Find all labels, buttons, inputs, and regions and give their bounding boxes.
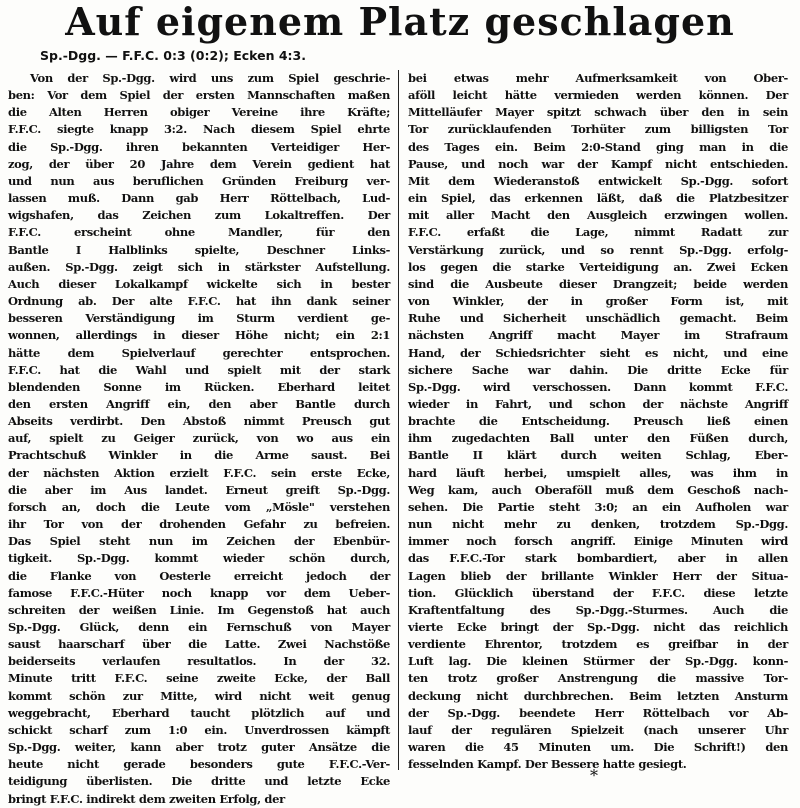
article-line: besseren Verständigung im Sturm verdient ge- (8, 311, 391, 326)
article-line: teidigung überlisten. Die dritte und letzte Ecke (8, 774, 390, 789)
article-line: Luft lag. Die kleinen Stürmer der Sp.-Dgg. konn- (408, 654, 789, 669)
article-line: sehen. Die Partie steht 3:0; an ein Aufholen war (408, 499, 789, 514)
article-line: bei etwas mehr Aufmerksamkeit von Ober- (408, 71, 788, 85)
article-line: heute nicht gerade besonders gute F.F.C.-Ver- (8, 757, 390, 772)
article-line: Von der Sp.-Dgg. wird uns zum Spiel geschrie- (30, 71, 391, 85)
article-line: blendenden Sonne im Rücken. Eberhard leitet (8, 379, 391, 394)
article-line: tion. Glücklich überstand der F.F.C. diese letzte (408, 585, 788, 600)
end-mark: * (590, 766, 598, 785)
article-line: Verstärkung zurück, und so rennt Sp.-Dgg. erfolg- (408, 242, 789, 257)
column-divider (398, 70, 399, 770)
headline: Auf eigenem Platz geschlagen (65, 0, 735, 44)
article-line: von Winkler, der in großer Form ist, mit (408, 294, 788, 309)
article-line: des Tages ein. Beim 2:0-Stand ging man in die (408, 139, 788, 154)
article-line: nun nicht mehr zu denken, trotzdem Sp.-Dgg. (408, 517, 788, 532)
article-line: Ruhe und Sicherheit unschädlich gemacht. Beim (408, 311, 788, 326)
article-line: sind die Ausbeute dieser Drangzeit; beide werden (408, 276, 788, 291)
article-line: nächsten Angriff macht Mayer im Strafraum (408, 328, 788, 343)
article-line: die Alten Herren obiger Vereine ihre Kräfte; (8, 105, 390, 120)
article-line: Auch dieser Lokalkampf wickelte sich in bester (8, 276, 390, 291)
article-line: hätte dem Spielverlauf gerechter entsprochen. (8, 345, 390, 360)
article-line: Kraftentfaltung des Sp.-Dgg.-Sturmes. Auch die (408, 602, 788, 617)
article-line: Pause, und noch war der Kampf nicht entschieden. (408, 156, 789, 171)
article-line: hard läuft herbei, umspielt alles, was ihm in (408, 465, 788, 480)
article-line: und nun aus beruflichen Gründen Freiburg ver- (8, 173, 390, 188)
article-line: lassen muß. Dann gab Herr Röttelbach, Lud- (8, 191, 391, 206)
article-line: Mit dem Wiederanstoß entwickelt Sp.-Dgg. sofort (408, 173, 788, 188)
article-line: Prachtschuß Winkler in die Arme saust. Bei (8, 448, 390, 463)
article-line: auf, spielt zu Geiger zurück, von wo aus ein (8, 431, 390, 446)
article-line: Sp.-Dgg. Glück, denn ein Fernschuß von Mayer (8, 620, 390, 634)
article-line: außen. Sp.-Dgg. zeigt sich in stärkster Aufstellung. (8, 259, 391, 274)
article-line: Bantle I Halblinks spielte, Deschner Links- (8, 242, 390, 257)
article-line: verdiente Ehrentor, trotzdem es greifbar in der (408, 637, 788, 652)
article-line: lauf der regulären Spielzeit (nach unserer Uhr (408, 722, 789, 737)
article-line: kommt schön zur Mitte, wird nicht weit genug (8, 688, 391, 703)
article-column-right (408, 70, 788, 795)
article-line: Weg kam, auch Oberaföll muß dem Geschoß nach- (408, 482, 788, 497)
article-line: brachte die Entscheidung. Preusch ließ einen (408, 414, 788, 429)
article-line: saust haarscharf über die Latte. Zwei Nachstöße (8, 637, 390, 652)
article-line: die aber im Aus landet. Erneut greift Sp.-Dgg. (8, 482, 391, 497)
article-line: F.F.C. siegte knapp 3:2. Nach diesem Spiel ehrte (8, 122, 391, 137)
article-line: aföll leicht hätte vermieden werden können. Der (408, 88, 788, 103)
article-line: deckung nicht durchbrechen. Beim letzten Ansturm (408, 688, 788, 703)
article-line: vierte Ecke bringt der Sp.-Dgg. nicht das reichlich (408, 620, 788, 634)
article-line: F.F.C. hat die Wahl und spielt mit der stark (8, 362, 390, 377)
article-line: die Flanke von Oesterle erreicht jedoch der (8, 568, 390, 583)
article-line: ein Spiel, das erkennen läßt, daß die Platzbesitzer (408, 191, 789, 206)
article-line: famose F.F.C.-Hüter noch knapp vor dem Ueber- (8, 585, 390, 600)
article-line: immer noch forsch angriff. Einige Minuten wird (408, 534, 789, 549)
article-line: zog, der über 20 Jahre dem Verein gedient hat (8, 156, 391, 171)
article-line: beiderseits verlaufen resultatlos. In der 32. (8, 654, 391, 669)
article-line: bringt F.F.C. indirekt dem zweiten Erfolg, der (8, 791, 285, 806)
article-line: Minute tritt F.F.C. seine zweite Ecke, der Ball (8, 671, 390, 686)
article-line: F.F.C. erfaßt die Lage, nimmt Radatt zur (408, 225, 788, 240)
article-line: Sp.-Dgg. weiter, kann aber trotz guter Ansätze die (8, 740, 390, 755)
article-line: wieder in Fahrt, und schon der nächste Angriff (408, 396, 789, 411)
match-result-line: Sp.-Dgg. — F.F.C. 0:3 (0:2); Ecken 4:3. (40, 48, 306, 63)
article-line: weggebracht, Eberhard taucht plötzlich auf und (8, 705, 391, 720)
article-line: wigshafen, das Zeichen zum Lokaltreffen. Der (8, 208, 390, 223)
article-line: Das Spiel steht nun im Zeichen der Ebenbür- (8, 534, 390, 549)
article-line: wonnen, allerdings in dieser Höhe nicht; ein 2:1 (8, 328, 391, 343)
article-line: schreiten der weißen Linie. Im Gegenstoß hat auch (8, 602, 390, 617)
article-line: ben: Vor dem Spiel der ersten Mannschaften maßen (8, 88, 390, 103)
article-line: fesselnden Kampf. Der Bessere hatte gesiegt. (408, 757, 687, 772)
article-line: Tor zurücklaufenden Torhüter zum billigsten Tor (408, 122, 788, 137)
article-line: tigkeit. Sp.-Dgg. kommt wieder schön durch, (8, 551, 390, 566)
article-line: Hand, der Schiedsrichter sieht es nicht, und eine (408, 345, 788, 360)
article-column-left (8, 70, 391, 806)
article-line: Abseits verdirbt. Den Abstoß nimmt Preusch gut (8, 414, 391, 429)
article-line: sichere Sache war dahin. Die dritte Ecke für (408, 362, 788, 377)
article-line: schickt scharf zum 1:0 ein. Unverdrossen kämpft (8, 722, 390, 737)
article-line: den ersten Angriff ein, den aber Bantle durch (8, 396, 391, 411)
article-line: forsch an, doch die Leute vom „Mösle" verstehen (8, 499, 390, 514)
article-line: los gegen die starke Verteidigung an. Zwei Ecken (408, 259, 788, 274)
article-line: ihr Tor von der drohenden Gefahr zu befreien. (8, 517, 391, 532)
article-line: Sp.-Dgg. wird verschossen. Dann kommt F.F.C. (408, 379, 788, 394)
article-line: Lagen blieb der brillante Winkler Herr der Situa- (408, 568, 789, 583)
article-line: Ordnung ab. Der alte F.F.C. hat ihn dank seiner (8, 294, 390, 309)
article-line: die Sp.-Dgg. ihren bekannten Verteidiger Her- (8, 139, 391, 154)
article-line: mit aller Macht den Ausgleich erzwingen wollen. (408, 208, 788, 223)
article-line: Mittelläufer Mayer spitzt schwach über den in sein (408, 105, 788, 120)
article-line: der nächsten Aktion erzielt F.F.C. sein erste Ecke, (8, 465, 391, 480)
article-line: der Sp.-Dgg. beendete Herr Röttelbach vor Ab- (408, 705, 788, 720)
article-line: ten trotz großer Anstrengung die massive Tor- (408, 671, 788, 686)
article-line: Bantle II klärt durch weiten Schlag, Eber- (408, 448, 788, 463)
article-line: F.F.C. erscheint ohne Mandler, für den (8, 225, 391, 240)
article-line: das F.F.C.-Tor stark bombardiert, aber in allen (408, 551, 788, 566)
article-line: waren die 45 Minuten um. Die Schrift!) den (408, 740, 788, 755)
article-line: ihm zugedachten Ball unter den Füßen durch, (408, 431, 788, 446)
